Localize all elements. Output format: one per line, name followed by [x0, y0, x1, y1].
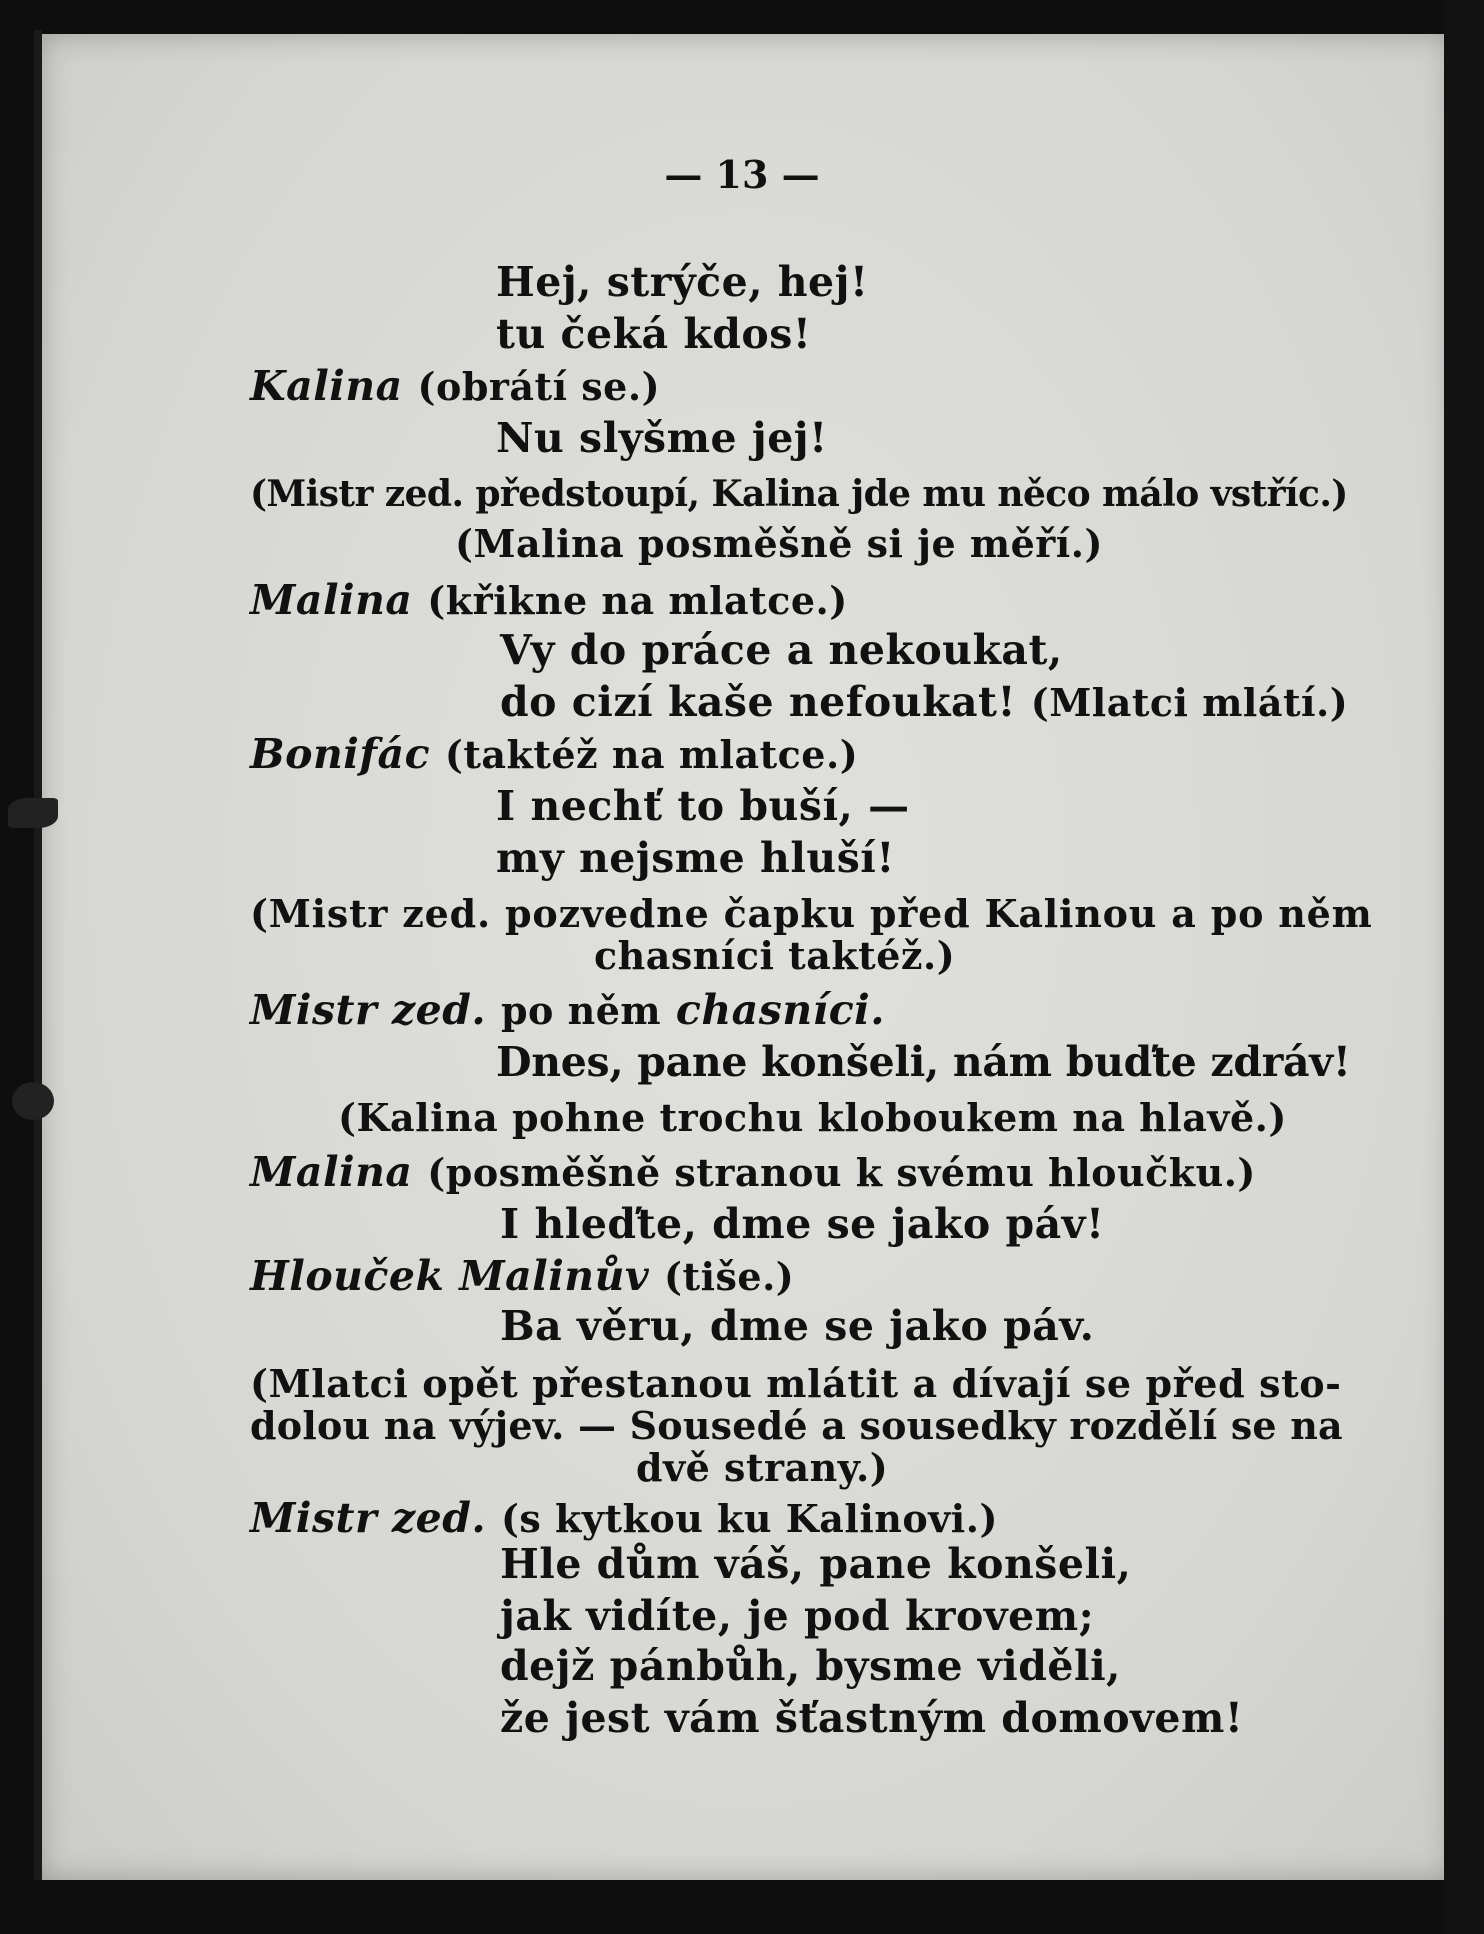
speaker-name: Malina — [250, 1148, 413, 1196]
verse-line: I nechť to buší, — — [496, 782, 910, 830]
book-spine — [34, 30, 42, 1880]
speaker-name: Malina — [250, 576, 413, 624]
stage-direction-text: posměšně si je měří.) — [638, 521, 1103, 566]
stage-direction: (Kalina pohne trochu kloboukem na hlavě.) — [338, 1095, 1287, 1140]
verse-line: dejž pánbůh, bysme viděli, — [500, 1642, 1121, 1690]
speaker-line — [250, 576, 848, 625]
stage-direction: (obrátí se.) — [417, 364, 661, 409]
stage-direction: dvě strany.) — [636, 1445, 889, 1490]
stage-direction: (taktéž na mlatce.) — [444, 732, 859, 777]
stage-direction: dolou na výjev. — Sousedé a sousedky rozdělí se na — [250, 1403, 1343, 1448]
verse-line: Nu slyšme jej! — [496, 414, 828, 462]
stage-direction: chasníci taktéž.) — [594, 933, 956, 978]
verse-line: Vy do práce a nekoukat, — [500, 626, 1063, 674]
verse-line: Dnes, pane konšeli, nám buďte zdráv! — [496, 1038, 1351, 1086]
verse-line: tu čeká kdos! — [496, 310, 812, 358]
verse-line: že jest vám šťastným domovem! — [500, 1694, 1244, 1742]
speaker-line — [250, 362, 660, 411]
stage-direction: (posměšně stranou k svému hloučku.) — [427, 1150, 1256, 1195]
verse-line: I hleďte, dme se jako páv! — [500, 1200, 1105, 1248]
stage-direction: (křikne na mlatce.) — [427, 578, 848, 623]
spine-ornament — [12, 1082, 54, 1120]
speaker-name: Mistr zed. — [250, 1494, 487, 1542]
scan-border — [1444, 0, 1484, 1934]
speaker-name: Mistr zed. — [250, 986, 487, 1034]
spine-ornament — [8, 798, 58, 828]
speaker-name: Bonifác — [250, 730, 431, 778]
verse-line — [500, 678, 1348, 727]
verse-line: my nejsme hluší! — [496, 834, 895, 882]
stage-direction-italic: chasníci. — [675, 986, 886, 1034]
page-number: — 13 — — [664, 152, 820, 197]
verse-line: Hej, strýče, hej! — [496, 258, 869, 306]
speaker-name: Kalina — [250, 362, 403, 410]
stage-direction — [250, 470, 1348, 518]
verse-text: do cizí kaše nefoukat! — [500, 678, 1016, 726]
stage-direction-bold: (Mistr — [250, 473, 373, 515]
speaker-line — [250, 1148, 1256, 1197]
speaker-name: Hlouček Malinův — [250, 1252, 650, 1300]
stage-direction: (tiše.) — [664, 1254, 795, 1299]
stage-direction-text: zed. předstoupí, Kalina jde mu něco málo vstříc.) — [384, 473, 1348, 515]
stage-direction: (Mlatci opět přestanou mlátit a dívají se před sto- — [250, 1361, 1342, 1406]
verse-line: Hle dům váš, pane konšeli, — [500, 1540, 1132, 1588]
stage-direction: (Mlatci mlátí.) — [1030, 680, 1349, 725]
stage-direction: (Mistr zed. pozvedne čapku před Kalinou a po něm — [250, 891, 1373, 936]
stage-direction-bold: (Malina — [455, 521, 625, 566]
speaker-line — [250, 1494, 998, 1543]
speaker-line — [250, 986, 885, 1035]
stage-direction — [455, 520, 1103, 568]
speaker-line — [250, 730, 858, 779]
stage-direction: (s kytkou ku Kalinovi.) — [500, 1496, 998, 1541]
speaker-line — [250, 1252, 794, 1301]
stage-direction: po něm — [500, 988, 662, 1033]
verse-line: Ba věru, dme se jako páv. — [500, 1302, 1095, 1350]
verse-line: jak vidíte, je pod krovem; — [500, 1592, 1095, 1640]
